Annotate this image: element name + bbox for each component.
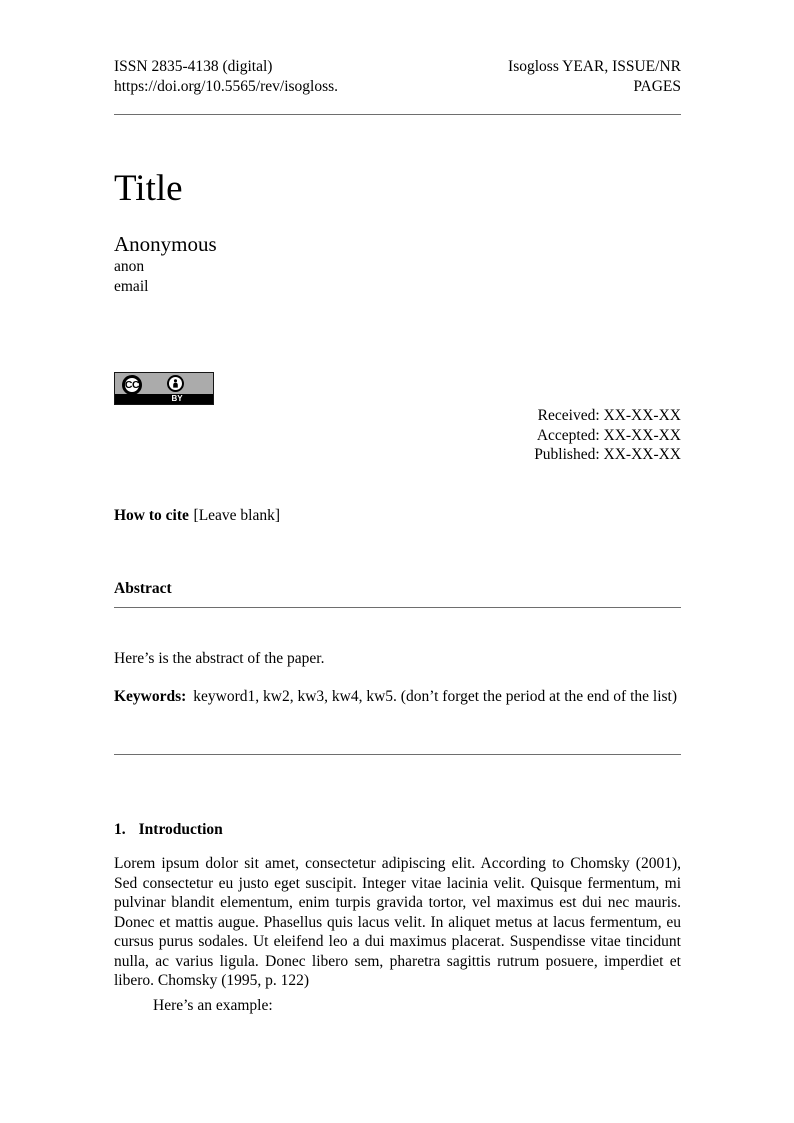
- author-block: [114, 231, 217, 296]
- example-intro-line: Here’s an example:: [153, 997, 273, 1014]
- section-number: 1.: [114, 821, 126, 838]
- how-to-cite-label: How to cite: [114, 507, 189, 524]
- published-date: Published: XX-XX-XX: [534, 446, 681, 463]
- how-to-cite-line: [114, 506, 280, 526]
- by-label: BY: [171, 394, 183, 403]
- author-email: email: [114, 277, 149, 295]
- header-left: [114, 57, 338, 96]
- keywords-rule: [114, 754, 681, 755]
- cc-by-license-badge[interactable]: [114, 372, 214, 405]
- doi-link[interactable]: https://doi.org/10.5565/rev/isogloss.: [114, 77, 339, 95]
- page-title: Title: [114, 168, 183, 209]
- section-heading: [114, 820, 223, 840]
- person-icon: [167, 375, 184, 392]
- journal-issue-line: Isogloss YEAR, ISSUE/NR: [508, 58, 681, 75]
- pages-line: PAGES: [633, 77, 681, 95]
- abstract-text: Here’s is the abstract of the paper.: [114, 650, 325, 667]
- cc-icon: CC: [122, 375, 142, 395]
- header-right: [508, 57, 681, 96]
- dates-block: [534, 406, 681, 465]
- accepted-date: Accepted: XX-XX-XX: [536, 426, 681, 444]
- how-to-cite-value: [Leave blank]: [193, 507, 281, 524]
- author-name: Anonymous: [114, 232, 217, 256]
- keywords-label: Keywords:: [114, 688, 187, 705]
- received-date: Received: XX-XX-XX: [537, 407, 681, 424]
- abstract-heading: Abstract: [114, 580, 172, 597]
- author-affiliation: anon: [114, 258, 145, 275]
- keywords-list: keyword1, kw2, kw3, kw4, kw5. (don’t forget the period at the end of the list): [193, 688, 678, 705]
- issn-line: ISSN 2835-4138 (digital): [114, 58, 273, 75]
- abstract-rule: [114, 607, 681, 608]
- header-rule: [114, 114, 681, 115]
- section-paragraph: Lorem ipsum dolor sit amet, consectetur adipiscing elit. According to Chomsky (2001), Sed consectetur eu justo eget suscipit. Integer vitae lacinia velit. Quisque fermentum, mi pulvinar blandit elementum, enim turpis gravida tortor, vel maximus est dui nec mauris. Donec et mattis augue. Phasellus quis lacus velit. In aliquet metus at lacus fermentum, eu cursus purus sodales. Ut eleifend leo a dui maximus placerat. Suspendisse vitae tincidunt nulla, ac varius ligula. Donec libero sem, pharetra sagittis rutrum posuere, imperdiet et libero. Chomsky (1995, p. 122): [114, 855, 681, 989]
- section-title: Introduction: [138, 821, 223, 838]
- keywords-line: [114, 687, 681, 707]
